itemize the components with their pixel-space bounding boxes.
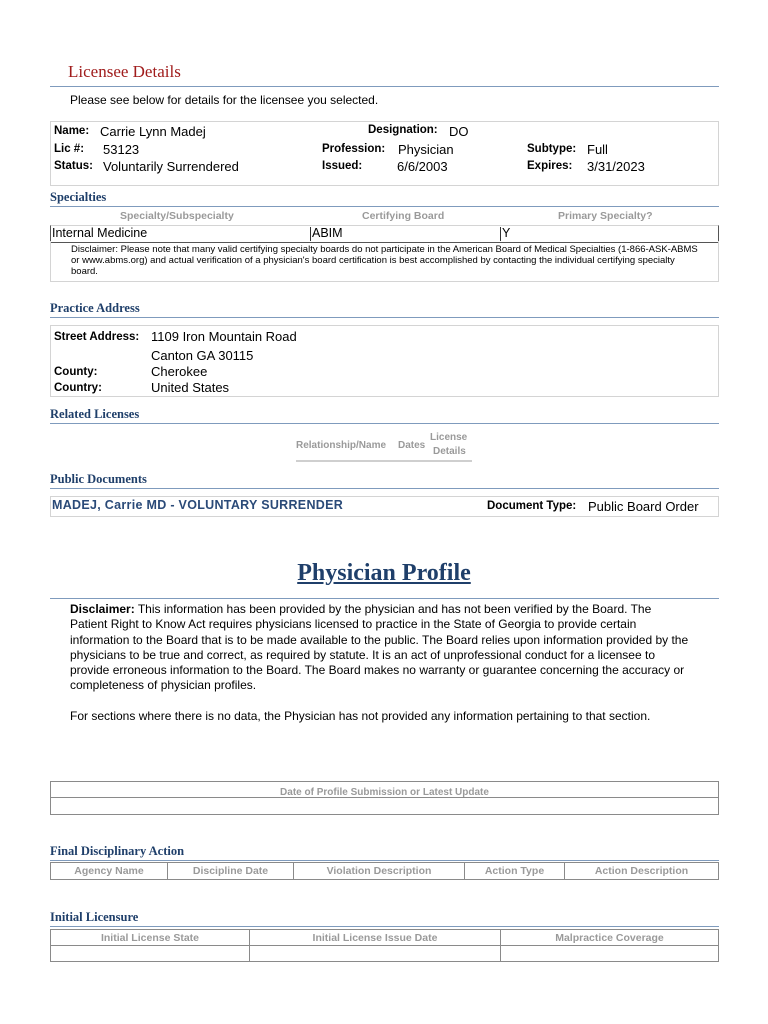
details-col-header: Details (433, 446, 466, 457)
practice-address-title: Practice Address (50, 301, 140, 315)
specialty-disclaimer-box (50, 241, 719, 282)
specialties-title: Specialties (50, 190, 107, 204)
board-value: ABIM (312, 226, 343, 240)
initial-license-state-col: Initial License State (51, 930, 250, 946)
primary-value: Y (502, 226, 511, 240)
designation-value: DO (449, 124, 469, 139)
public-documents-rule (50, 488, 719, 489)
profession-label: Profession: (322, 143, 386, 155)
initial-licensure-rule (50, 926, 719, 927)
practice-address-box (50, 325, 719, 397)
final-disciplinary-title: Final Disciplinary Action (50, 844, 185, 858)
dates-col-header: Dates (398, 440, 426, 451)
no-data-note: For sections where there is no data, the Physician has not provided any information pertaining to that section. (70, 709, 651, 723)
lic-value: 53123 (103, 142, 140, 157)
action-type-col: Action Type (465, 863, 565, 880)
related-licenses-title: Related Licenses (50, 407, 140, 421)
malpractice-coverage-col: Malpractice Coverage (501, 930, 719, 946)
subtype-label: Subtype: (527, 143, 577, 155)
cell-divider (500, 227, 501, 241)
related-licenses-header (296, 432, 472, 462)
lic-label: Lic #: (54, 143, 85, 155)
licensee-details-title: Licensee Details (68, 62, 181, 81)
expires-label: Expires: (527, 160, 573, 172)
public-documents-title: Public Documents (50, 472, 147, 486)
profession-value: Physician (398, 142, 454, 157)
initial-license-issue-date-cell (250, 946, 501, 962)
license-col-header: License (430, 432, 468, 443)
cell-divider (310, 227, 311, 241)
disclaimer-text: This information has been provided by the physician and has not been verified by the Board. The Patient Right to Know Act requires physicians licensed to practice in the State of Georgia to provide certain information to the Board that is to be made available to the public. The Board relies upon information provided by the physicians to be true and correct, as required by statute. It is an act of unprofessional conduct for a licensee to provide erroneous information to the Board. The Board makes no warranty or guarantee concerning the accuracy or completeness of physician profiles. (70, 602, 689, 693)
title-rule (50, 86, 719, 87)
expires-value: 3/31/2023 (587, 159, 645, 174)
designation-label: Designation: (368, 124, 438, 136)
name-label: Name: (54, 125, 90, 137)
document-type-value: Public Board Order (588, 499, 699, 514)
physician-profile-title: Physician Profile (297, 560, 471, 586)
related-licenses-rule (50, 423, 719, 424)
status-label: Status: (54, 160, 93, 172)
issued-value: 6/6/2003 (397, 159, 448, 174)
county-value: Cherokee (151, 364, 208, 379)
public-document-row (50, 496, 719, 517)
action-description-col: Action Description (565, 863, 719, 880)
initial-licensure-title: Initial Licensure (50, 910, 139, 924)
profile-rule (50, 598, 719, 599)
country-value: United States (151, 380, 230, 395)
disclaimer-label: Disclaimer: (70, 602, 135, 616)
practice-address-rule (50, 317, 719, 318)
profile-disclaimer (70, 602, 690, 694)
specialty-value: Internal Medicine (52, 226, 148, 240)
violation-description-col: Violation Description (294, 863, 465, 880)
country-label: Country: (54, 382, 102, 394)
profile-title-wrap (0, 560, 768, 587)
name-value: Carrie Lynn Madej (100, 124, 206, 139)
initial-licensure-table (50, 929, 719, 962)
street-label: Street Address: (54, 331, 140, 343)
specialty-col-header: Specialty/Subspecialty (120, 210, 234, 222)
status-value: Voluntarily Surrendered (103, 159, 239, 174)
initial-license-state-cell (51, 946, 250, 962)
issued-label: Issued: (322, 160, 363, 172)
specialty-disclaimer: Disclaimer: Please note that many valid certifying specialty boards do not participate in the American Board of Medical Specialties (1-866-ASK-ABMS or www.abms.org) and actual verification of a physician's board certification is best accomplished by contacting the individual certifying specialty board. (71, 244, 698, 277)
initial-license-issue-date-col: Initial License Issue Date (250, 930, 501, 946)
document-link[interactable]: MADEJ, Carrie MD - VOLUNTARY SURRENDER (52, 498, 344, 512)
licensee-intro: Please see below for details for the licensee you selected. (70, 93, 379, 107)
relationship-col-header: Relationship/Name (296, 440, 387, 451)
specialties-rule (50, 206, 719, 207)
discipline-date-col: Discipline Date (168, 863, 294, 880)
primary-col-header: Primary Specialty? (558, 210, 653, 222)
submission-header-cell (50, 781, 719, 798)
submission-header: Date of Profile Submission or Latest Update (280, 787, 489, 798)
street-line-2: Canton GA 30115 (151, 348, 254, 363)
licensee-info-box (50, 121, 719, 186)
agency-name-col: Agency Name (51, 863, 168, 880)
final-disciplinary-table (50, 862, 719, 880)
street-line-1: 1109 Iron Mountain Road (151, 329, 297, 344)
county-label: County: (54, 366, 98, 378)
board-col-header: Certifying Board (362, 210, 445, 222)
malpractice-coverage-cell (501, 946, 719, 962)
document-type-label: Document Type: (487, 500, 577, 512)
submission-value-cell (50, 797, 719, 815)
final-disciplinary-rule (50, 860, 719, 861)
subtype-value: Full (587, 142, 608, 157)
